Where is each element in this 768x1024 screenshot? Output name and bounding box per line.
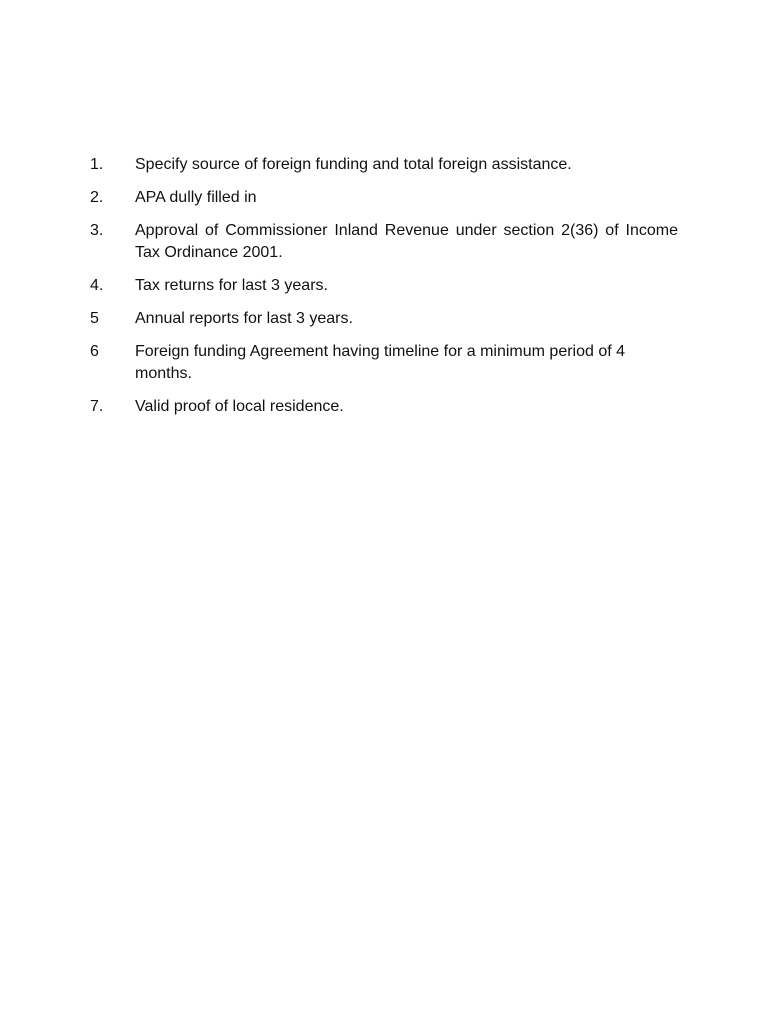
list-item-text: Valid proof of local residence. (135, 398, 344, 415)
list-item (90, 341, 678, 385)
list-item-number: 2. (90, 189, 104, 206)
list-item-number: 1. (90, 156, 104, 173)
list-item-number: 3. (90, 222, 104, 239)
list-item-text: Approval of Commissioner Inland Revenue under section 2(36) of Income Tax Ordinance 2001. (135, 222, 678, 261)
list-item (90, 154, 678, 176)
list-item-text: Foreign funding Agreement having timeline for a minimum period of 4 months. (135, 343, 626, 382)
list-item (90, 220, 678, 264)
list-item (90, 308, 678, 330)
list-item-text: Specify source of foreign funding and total foreign assistance. (135, 156, 572, 173)
list-item-text: APA dully filled in (135, 189, 257, 206)
list-item-number: 5 (90, 310, 99, 327)
list-item-text: Tax returns for last 3 years. (135, 277, 328, 294)
list-item-number: 6 (90, 343, 99, 360)
list-item-number: 4. (90, 277, 104, 294)
list-item (90, 275, 678, 297)
list-item-text: Annual reports for last 3 years. (135, 310, 353, 327)
list-item (90, 187, 678, 209)
list-item (90, 396, 678, 418)
requirements-list (90, 154, 678, 429)
list-item-number: 7. (90, 398, 104, 415)
